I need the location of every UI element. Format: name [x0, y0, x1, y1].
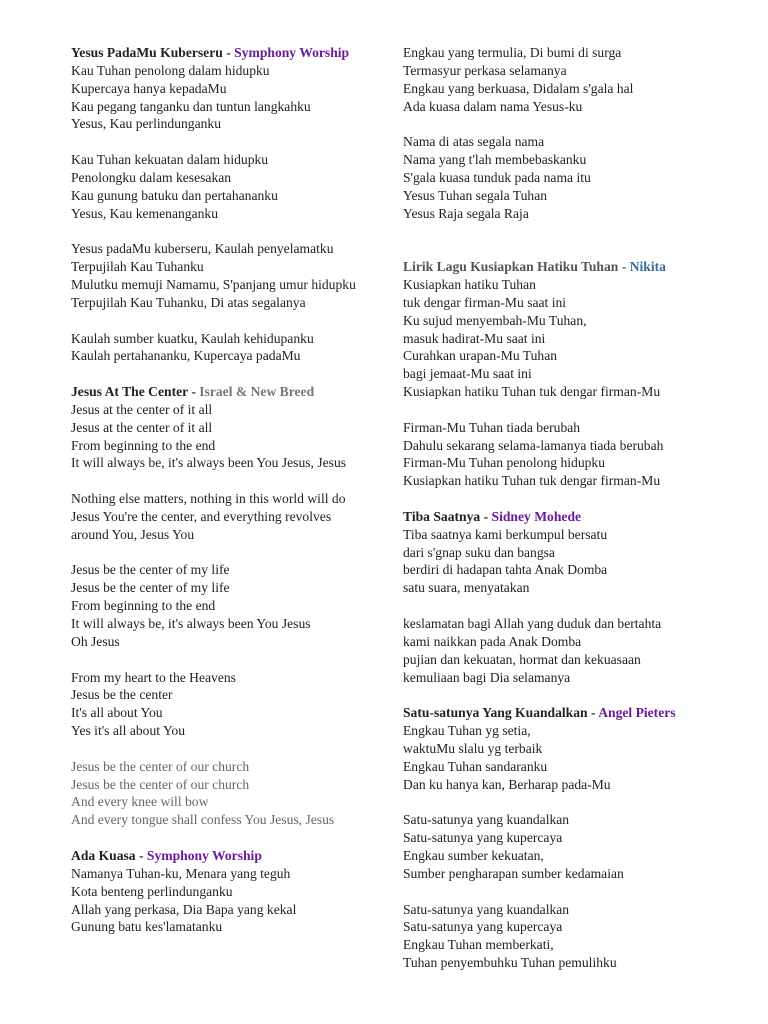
lyric-stanza: [403, 419, 748, 490]
left-column: [71, 44, 396, 936]
song-title: Ada Kuasa: [71, 847, 136, 863]
lyric-line: Jesus be the center: [71, 687, 173, 703]
song-title: Tiba Saatnya: [403, 508, 481, 524]
title-separator: -: [587, 705, 599, 721]
title-separator: -: [187, 384, 200, 400]
song-separator: [403, 490, 748, 508]
stanza-separator: [71, 544, 396, 562]
lyric-line: Kota benteng perlindunganku: [71, 883, 233, 899]
song-artist: Symphony Worship: [146, 847, 262, 863]
lyric-line: Tuhan penyembuhku Tuhan pemulihku: [403, 955, 617, 971]
lyric-line: Terpujilah Kau Tuhanku, Di atas segalanya: [71, 294, 306, 310]
song-separator: [403, 222, 748, 258]
stanza-separator: [403, 115, 748, 133]
lyric-stanza: [71, 151, 396, 222]
lyric-line: Tiba saatnya kami berkumpul bersatu: [403, 526, 608, 542]
lyric-line: Jesus be the center of my life: [71, 562, 230, 578]
lyric-line: Kau gunung batuku dan pertahananku: [71, 187, 278, 203]
lyric-line: Kau pegang tanganku dan tuntun langkahku: [71, 98, 311, 114]
stanza-separator: [403, 793, 748, 811]
lyric-line: Mulutku memuji Namamu, S'panjang umur hidupku: [71, 276, 356, 292]
title-separator: -: [480, 508, 492, 524]
lyric-line: kami naikkan pada Anak Domba: [403, 633, 582, 649]
lyric-line: Satu-satunya yang kupercaya: [403, 919, 563, 935]
lyric-stanza: [403, 276, 748, 401]
lyric-line: S'gala kuasa tunduk pada nama itu: [403, 169, 591, 185]
lyric-line: Nothing else matters, nothing in this world will do: [71, 491, 346, 507]
lyric-line: Engkau yang berkuasa, Didalam s'gala hal: [403, 80, 634, 96]
song-heading: [403, 508, 748, 526]
lyric-stanza: [71, 490, 396, 544]
lyric-line: Jesus at the center of it all: [71, 401, 213, 417]
song-separator: [71, 365, 396, 383]
lyric-line: Curahkan urapan-Mu Tuhan: [403, 348, 558, 364]
song-heading: [71, 383, 396, 401]
song-block-lirik-lagu-kusiapkan-hatiku-tuhan: [403, 258, 748, 490]
song-block-tiba-saatnya: [403, 508, 748, 686]
lyric-line: satu suara, menyatakan: [403, 580, 530, 596]
lyric-line: Ada kuasa dalam nama Yesus-ku: [403, 98, 583, 114]
lyric-line: Oh Jesus: [71, 633, 120, 649]
song-artist: Nikita: [629, 259, 666, 275]
lyric-line: It will always be, it's always been You Jesus: [71, 616, 311, 631]
lyric-line: Jesus be the center of our church: [71, 776, 250, 792]
lyric-line: pujian dan kekuatan, hormat dan kekuasaan: [403, 651, 641, 667]
lyric-line: Engkau Tuhan memberkati,: [403, 937, 554, 953]
lyric-line: Kusiapkan hatiku Tuhan tuk dengar firman-Mu: [403, 384, 661, 400]
lyric-line: keslamatan bagi Allah yang duduk dan bertahta: [403, 616, 662, 631]
stanza-separator: [403, 883, 748, 901]
stanza-separator: [71, 472, 396, 490]
lyric-line: around You, Jesus You: [71, 526, 195, 542]
stanza-separator: [403, 401, 748, 419]
lyric-stanza: [403, 811, 748, 882]
stanza-separator: [71, 740, 396, 758]
lyric-line: Firman-Mu Tuhan tiada berubah: [403, 419, 581, 435]
lyric-line: Jesus You're the center, and everything revolves: [71, 508, 332, 524]
lyric-line: Sumber pengharapan sumber kedamaian: [403, 865, 624, 881]
lyric-stanza: [71, 758, 396, 829]
stanza-separator: [403, 597, 748, 615]
lyric-line: Yesus Raja segala Raja: [403, 205, 529, 221]
lyric-line: Satu-satunya yang kuandalkan: [403, 812, 570, 828]
lyric-stanza: [403, 901, 748, 972]
song-heading: [71, 847, 396, 865]
lyric-line: Jesus at the center of it all: [71, 419, 213, 435]
stanza-separator: [71, 312, 396, 330]
lyric-line: kemuliaan bagi Dia selamanya: [403, 669, 571, 685]
song-block-continuation: [403, 44, 748, 222]
lyric-line: Dahulu sekarang selama-lamanya tiada berubah: [403, 437, 664, 453]
lyric-line: Dan ku hanya kan, Berharap pada-Mu: [403, 776, 611, 792]
lyric-line: Engkau sumber kekuatan,: [403, 847, 544, 863]
lyric-stanza: [71, 240, 396, 311]
lyric-line: Yes it's all about You: [71, 723, 185, 739]
lyric-line: Terpujilah Kau Tuhanku: [71, 259, 204, 275]
lyric-line: Termasyur perkasa selamanya: [403, 62, 567, 78]
lyric-line: Gunung batu kes'lamatanku: [71, 919, 223, 935]
lyric-line: Kaulah pertahananku, Kupercaya padaMu: [71, 348, 301, 364]
song-block-yesus-padamu-kuberseru: [71, 44, 396, 365]
song-block-jesus-at-the-center: [71, 383, 396, 829]
title-separator: -: [222, 45, 235, 60]
lyric-line: Satu-satunya yang kuandalkan: [403, 901, 570, 917]
lyric-line: Jesus be the center of my life: [71, 580, 230, 596]
lyric-line: waktuMu slalu yg terbaik: [403, 740, 543, 756]
lyric-line: Engkau yang termulia, Di bumi di surga: [403, 45, 622, 60]
title-separator: -: [135, 847, 147, 863]
lyric-line: From beginning to the end: [71, 437, 216, 453]
song-artist: Angel Pieters: [598, 705, 676, 721]
lyric-line: dari s'gnap suku dan bangsa: [403, 544, 555, 560]
song-heading: [403, 258, 748, 276]
song-block-satu-satunya-yang-kuandalkan: [403, 704, 748, 972]
lyric-line: Engkau Tuhan sandaranku: [403, 758, 548, 774]
stanza-separator: [71, 651, 396, 669]
song-artist: Sidney Mohede: [491, 508, 582, 524]
right-column: [403, 44, 748, 972]
lyric-line: Yesus, Kau perlindunganku: [71, 116, 222, 132]
lyric-line: Yesus padaMu kuberseru, Kaulah penyelamatku: [71, 241, 334, 257]
song-title: Yesus PadaMu Kuberseru: [71, 45, 223, 60]
song-separator: [71, 829, 396, 847]
lyric-line: Ku sujud menyembah-Mu Tuhan,: [403, 312, 587, 328]
lyric-line: It will always be, it's always been You Jesus, Jesus: [71, 455, 347, 471]
lyric-stanza: [71, 669, 396, 740]
lyric-line: And every knee will bow: [71, 794, 209, 810]
lyric-stanza: [403, 133, 748, 222]
lyric-line: It's all about You: [71, 705, 163, 721]
lyric-line: Yesus, Kau kemenanganku: [71, 205, 218, 221]
lyric-stanza: [71, 401, 396, 472]
lyric-line: Firman-Mu Tuhan penolong hidupku: [403, 455, 606, 471]
stanza-separator: [71, 133, 396, 151]
lyric-line: Kau Tuhan penolong dalam hidupku: [71, 62, 270, 78]
lyric-stanza: [71, 865, 396, 936]
lyric-line: tuk dengar firman-Mu saat ini: [403, 294, 567, 310]
song-heading: [71, 44, 396, 62]
lyric-line: Nama di atas segala nama: [403, 134, 545, 150]
lyric-line: Kaulah sumber kuatku, Kaulah kehidupanku: [71, 330, 314, 346]
lyric-line: Kupercaya hanya kepadaMu: [71, 80, 227, 96]
song-separator: [403, 686, 748, 704]
stanza-separator: [71, 222, 396, 240]
lyric-stanza: [71, 330, 396, 366]
lyric-line: From beginning to the end: [71, 598, 216, 614]
lyric-stanza: [403, 526, 748, 597]
lyric-line: Yesus Tuhan segala Tuhan: [403, 187, 548, 203]
lyric-line: Kusiapkan hatiku Tuhan: [403, 276, 536, 292]
lyric-line: And every tongue shall confess You Jesus, Jesus: [71, 812, 335, 828]
lyric-stanza: [71, 561, 396, 650]
song-artist: Symphony Worship: [234, 45, 350, 60]
song-title: Satu-satunya Yang Kuandalkan: [403, 705, 588, 721]
lyric-stanza: [403, 615, 748, 686]
lyric-line: Engkau Tuhan yg setia,: [403, 723, 531, 739]
lyric-line: From my heart to the Heavens: [71, 669, 236, 685]
song-title: Jesus At The Center: [71, 384, 188, 400]
song-title: Lirik Lagu Kusiapkan Hatiku Tuhan: [403, 259, 619, 275]
lyric-line: bagi jemaat-Mu saat ini: [403, 366, 532, 382]
lyric-stanza: [71, 62, 396, 133]
title-separator: -: [618, 259, 630, 275]
lyric-line: masuk hadirat-Mu saat ini: [403, 330, 546, 346]
lyric-line: Jesus be the center of our church: [71, 758, 250, 774]
song-block-ada-kuasa: [71, 847, 396, 936]
lyric-line: Satu-satunya yang kupercaya: [403, 830, 563, 846]
lyric-line: Nama yang t'lah membebaskanku: [403, 152, 587, 168]
lyric-stanza: [403, 722, 748, 793]
lyric-line: Kau Tuhan kekuatan dalam hidupku: [71, 152, 269, 168]
lyric-line: Allah yang perkasa, Dia Bapa yang kekal: [71, 901, 297, 917]
lyric-line: Kusiapkan hatiku Tuhan tuk dengar firman-Mu: [403, 473, 661, 489]
lyric-stanza: [403, 44, 748, 115]
lyric-line: Namanya Tuhan-ku, Menara yang teguh: [71, 865, 291, 881]
song-artist: Israel & New Breed: [199, 384, 315, 400]
lyric-line: Penolongku dalam kesesakan: [71, 169, 232, 185]
lyric-line: berdiri di hadapan tahta Anak Domba: [403, 562, 608, 578]
song-heading: [403, 704, 748, 722]
